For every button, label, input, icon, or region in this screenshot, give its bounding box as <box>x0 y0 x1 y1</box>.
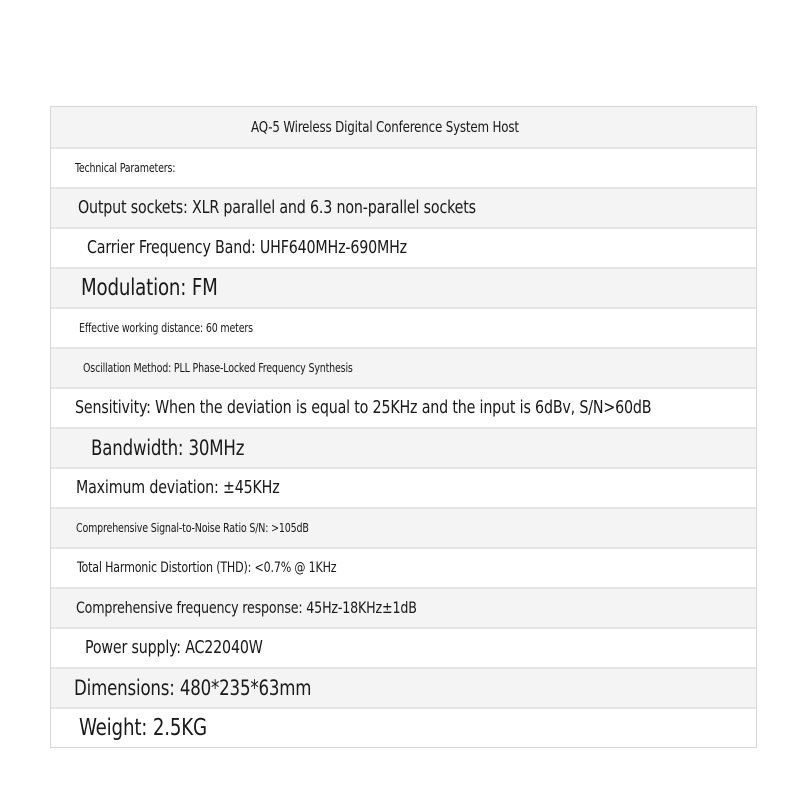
spec-output-sockets: Output sockets: XLR parallel and 6.3 non-parallel sockets <box>78 197 476 218</box>
spec-harmonic-distortion: Total Harmonic Distortion (THD): <0.7% @ 1KHz <box>77 560 337 576</box>
spec-bandwidth: Bandwidth: 30MHz <box>91 435 245 460</box>
spec-power-supply: Power supply: AC22040W <box>85 637 263 658</box>
table-row <box>51 187 756 227</box>
spec-carrier-frequency: Carrier Frequency Band: UHF640MHz-690MHz <box>87 237 407 258</box>
table-row <box>51 467 756 507</box>
table-row <box>51 267 756 307</box>
table-heading: Technical Parameters: <box>75 161 176 175</box>
table-row <box>51 627 756 667</box>
table-row <box>51 227 756 267</box>
table-row <box>51 427 756 467</box>
table-row <box>51 507 756 547</box>
table-title: AQ-5 Wireless Digital Conference System Host <box>251 117 520 136</box>
table-title-row <box>51 107 756 147</box>
spec-oscillation-method: Oscillation Method: PLL Phase-Locked Frequency Synthesis <box>83 361 353 375</box>
spec-maximum-deviation: Maximum deviation: ±45KHz <box>76 477 280 498</box>
spec-frequency-response: Comprehensive frequency response: 45Hz-18KHz±1dB <box>76 598 417 617</box>
table-row <box>51 307 756 347</box>
spec-sensitivity: Sensitivity: When the deviation is equal to 25KHz and the input is 6dBv, S/N>60dB <box>75 397 652 418</box>
spec-table <box>50 106 757 748</box>
spec-signal-to-noise: Comprehensive Signal-to-Noise Ratio S/N: >105dB <box>76 521 309 535</box>
table-row <box>51 587 756 627</box>
table-row <box>51 707 756 747</box>
table-row <box>51 347 756 387</box>
spec-weight: Weight: 2.5KG <box>79 714 207 741</box>
table-heading-row <box>51 147 756 187</box>
spec-working-distance: Effective working distance: 60 meters <box>79 321 253 335</box>
table-row <box>51 667 756 707</box>
spec-dimensions: Dimensions: 480*235*63mm <box>74 675 312 700</box>
table-row <box>51 387 756 427</box>
spec-modulation: Modulation: FM <box>81 274 218 301</box>
table-row <box>51 547 756 587</box>
